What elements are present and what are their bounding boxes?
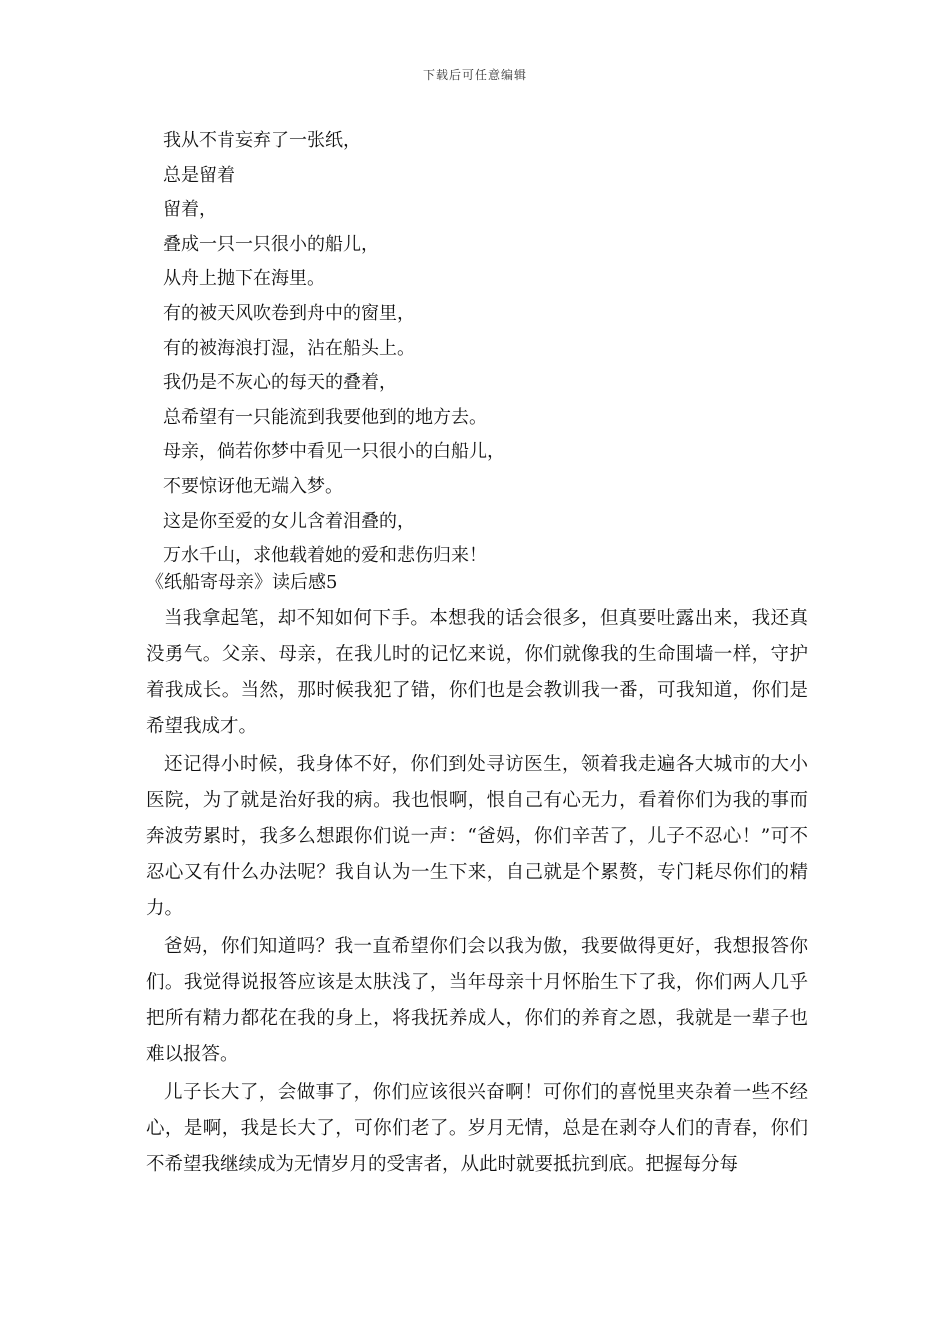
section-title: 《纸船寄母亲》读后感5 (146, 572, 338, 593)
essay-paragraph: 儿子长大了，会做事了，你们应该很兴奋啊！可你们的喜悦里夹杂着一些不经心，是啊，我是长大了，可你们老了。岁月无情，总是在剥夺人们的青春，你们不希望我继续成为无情岁月的受害者，从此时就要抵抗到底。把握每分每 (146, 1082, 808, 1175)
poem-line: 我从不肯妄弃了一张纸， (163, 130, 361, 151)
page-header-note: 下载后可任意编辑 (422, 68, 527, 82)
poem-line: 总希望有一只能流到我要他到的地方去。 (163, 406, 487, 428)
poem (163, 124, 823, 574)
poem-line: 有的被天风吹卷到舟中的窗里， (163, 302, 415, 324)
poem-line: 不要惊讶他无端入梦。 (163, 475, 343, 497)
poem-line: 母亲，倘若你梦中看见一只很小的白船儿， (163, 441, 505, 463)
poem-line: 有的被海浪打湿，沾在船头上。 (163, 337, 415, 359)
poem-line: 总是留着 (163, 164, 235, 186)
essay-paragraph: 爸妈，你们知道吗？我一直希望你们会以我为傲，我要做得更好，我想报答你们。我觉得说报答应该是太肤浅了，当年母亲十月怀胎生下了我，你们两人几乎把所有精力都花在我的身上，将我抚养成人，你们的养育之恩，我就是一辈子也难以报答。 (146, 936, 808, 1065)
essay-paragraph: 还记得小时候，我身体不好，你们到处寻访医生，领着我走遍各大城市的大小医院，为了就是治好我的病。我也恨啊，恨自己有心无力，看着你们为我的事而奔波劳累时，我多么想跟你们说一声：“爸妈，你们辛苦了，儿子不忍心！”可不忍心又有什么办法呢？我自认为一生下来，自己就是个累赘，专门耗尽你们的精力。 (146, 754, 808, 919)
poem-line: 留着， (163, 199, 217, 221)
poem-line: 从舟上抛下在海里。 (163, 268, 325, 290)
essay-body (146, 601, 808, 1185)
poem-line: 万水千山，求他载着她的爱和悲伤归来！ (163, 545, 487, 567)
poem-line: 这是你至爱的女儿含着泪叠的， (163, 510, 415, 532)
essay-paragraph: 当我拿起笔，却不知如何下手。本想我的话会很多，但真要吐露出来，我还真没勇气。父亲、母亲，在我儿时的记忆来说，你们就像我的生命围墙一样，守护着我成长。当然，那时候我犯了错，你们也是会教训我一番，可我知道，你们是希望我成才。 (146, 608, 808, 737)
poem-line: 我仍是不灰心的每天的叠着， (163, 372, 397, 394)
poem-line: 叠成一只一只很小的船儿， (163, 233, 379, 255)
